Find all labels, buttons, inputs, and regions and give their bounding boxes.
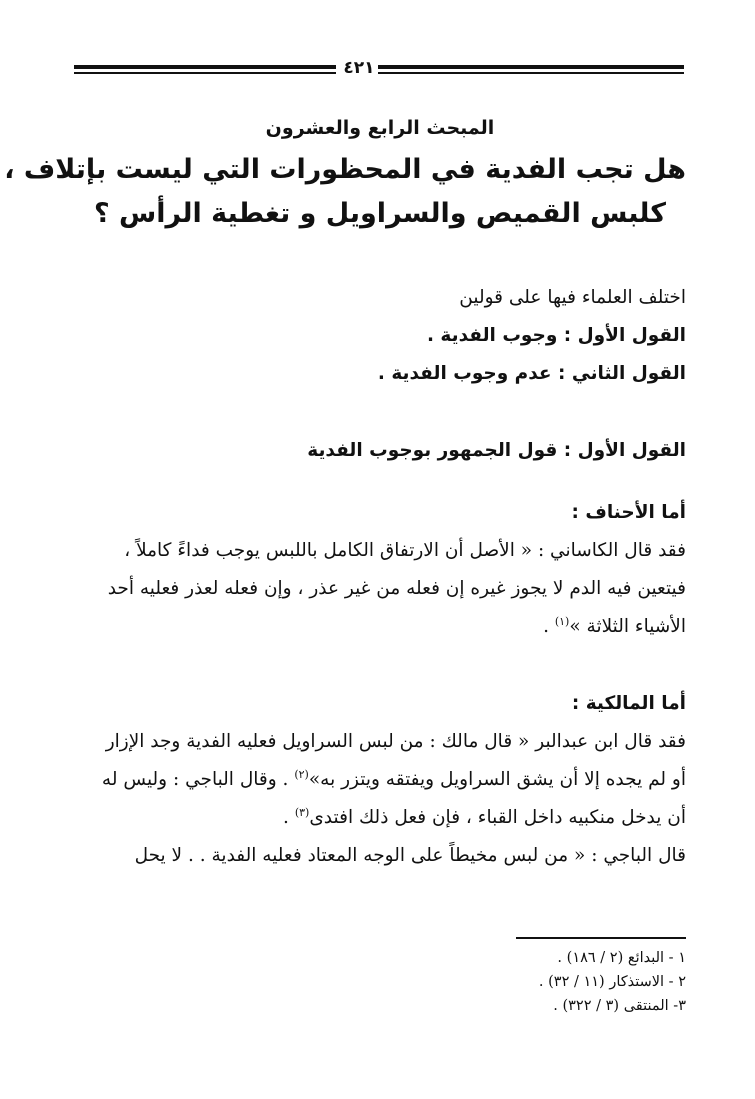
maliki-line-2b: . وقال الباجي : وليس له [101,769,295,790]
maliki-line-3 [74,799,686,837]
footnote-ref-3[interactable]: (٣) [294,805,310,819]
hanafi-line-3-end: . [543,616,555,637]
header-rule-right [378,65,684,69]
first-opinion-heading-block [74,432,686,470]
footnote-1: ١ - البدائع (٢ / ١٨٦) . [557,950,686,966]
second-opinion-line: القول الثاني : عدم وجوب الفدية . [377,363,686,384]
maliki-line-3a: أن يدخل منكبيه داخل القباء ، فإن فعل ذلك افتدى [309,807,686,828]
footnote-ref-2[interactable]: (٢) [294,767,309,781]
maliki-line-3b: . [283,807,295,828]
first-opinion-line: القول الأول : وجوب الفدية . [426,325,686,346]
maliki-line-2a: أو لم يجده إلا أن يشق السراويل ويفتقه ويتزر به» [308,769,686,790]
page-header [74,58,684,78]
section-title-line-2: كلبس القميص والسراويل و تغطية الرأس ؟ [93,198,667,229]
section-title [4,148,686,236]
footnote-2: ٢ - الاستذكار (١١ / ٣٢) . [538,974,686,990]
maliki-line-2 [74,761,686,799]
maliki-section [74,685,686,875]
hanafi-line-3 [74,608,686,646]
section-title-line-1: هل تجب الفدية في المحظورات التي ليست بإتلاف ، [4,154,686,185]
footnote-separator [516,937,686,939]
footnote-ref-1[interactable]: (١) [554,614,570,628]
first-opinion-heading: القول الأول : قول الجمهور بوجوب الفدية [307,440,686,461]
hanafi-line-3-text: الأشياء الثلاثة » [569,616,686,637]
header-rule-right-thin [378,72,684,74]
footnote-3: ٣- المنتقى (٣ / ٣٢٢) . [553,998,686,1014]
intro-line: اختلف العلماء فيها على قولين [459,287,686,308]
hanafi-heading: أما الأحناف : [571,502,686,523]
section-subheading: المبحث الرابع والعشرون [265,117,495,139]
hanafi-line-1: فقد قال الكاساني : « الأصل أن الارتفاق الكامل باللبس يوجب فداءً كاملاً ، [124,540,686,561]
header-rule-left-thin [74,72,336,74]
maliki-heading: أما المالكية : [571,693,686,714]
hanafi-line-2: فيتعين فيه الدم لا يجوز غيره إن فعله من غير عذر ، وإن فعله لعذر فعليه أحد [107,578,686,599]
maliki-line-1: فقد قال ابن عبدالبر « قال مالك : من لبس السراويل فعليه الفدية وجد الإزار [105,731,686,752]
footnotes [74,946,686,1018]
header-rule-left [74,65,336,69]
page-number: ٤٢١ [343,58,375,78]
hanafi-section [74,494,686,646]
intro-block [74,279,686,393]
maliki-line-4: قال الباجي : « من لبس مخيطاً على الوجه المعتاد فعليه الفدية . . لا يحل [134,845,686,866]
